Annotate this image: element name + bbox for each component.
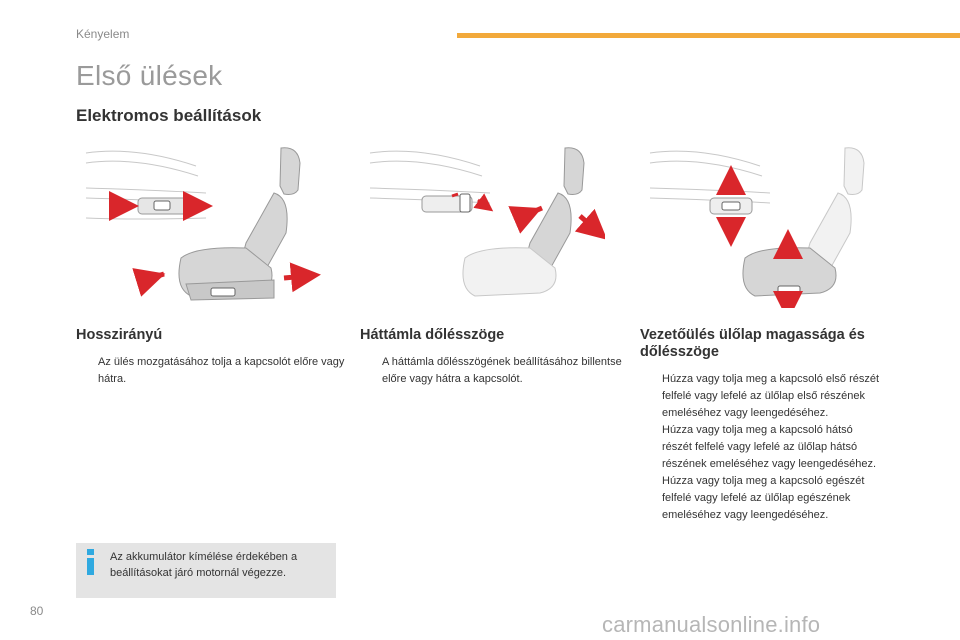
column-backrest (360, 327, 640, 388)
page-number: 80 (30, 604, 44, 618)
list-item: Az ülés mozgatásához tolja a kapcsolót előre vagy hátra. (98, 356, 345, 385)
heading-longitudinal: Hosszirányú (76, 327, 163, 343)
heading-backrest: Háttámla dőlésszöge (360, 327, 505, 343)
info-icon (84, 549, 96, 575)
heading-cushion: Vezetőülés ülőlap magassága és dőlésszöge (640, 327, 865, 360)
column-cushion (640, 327, 920, 524)
seat-cushion-illustration (640, 138, 885, 308)
section-title: Elektromos beállítások (76, 106, 262, 125)
list-item: A háttámla dőlésszögének beállításához billentse előre vagy hátra a kapcsolót. (382, 356, 622, 385)
column-longitudinal (76, 327, 356, 388)
list-item: Húzza vagy tolja meg a kapcsoló hátsó részét felfelé vagy lefelé az ülőlap hátsó részének emeléséhez vagy leengedéséhez. (662, 424, 877, 470)
watermark: carmanualsonline.info (602, 612, 821, 637)
header-accent-bar (457, 33, 960, 38)
seat-backrest-illustration (360, 138, 605, 308)
page-title: Első ülések (76, 60, 223, 91)
list-item: Húzza vagy tolja meg a kapcsoló egészét felfelé vagy lefelé az ülőlap egészének emeléséhez vagy leengedéséhez. (662, 475, 865, 521)
chapter-label: Kényelem (76, 27, 130, 41)
info-text: Az akkumulátor kímélése érdekében a beállításokat járó motornál végezze. (110, 551, 298, 579)
info-box (76, 543, 336, 598)
list-item: Húzza vagy tolja meg a kapcsoló első részét felfelé vagy lefelé az ülőlap első részének emeléséhez vagy leengedéséhez. (662, 373, 880, 419)
seat-longitudinal-illustration (76, 138, 321, 308)
